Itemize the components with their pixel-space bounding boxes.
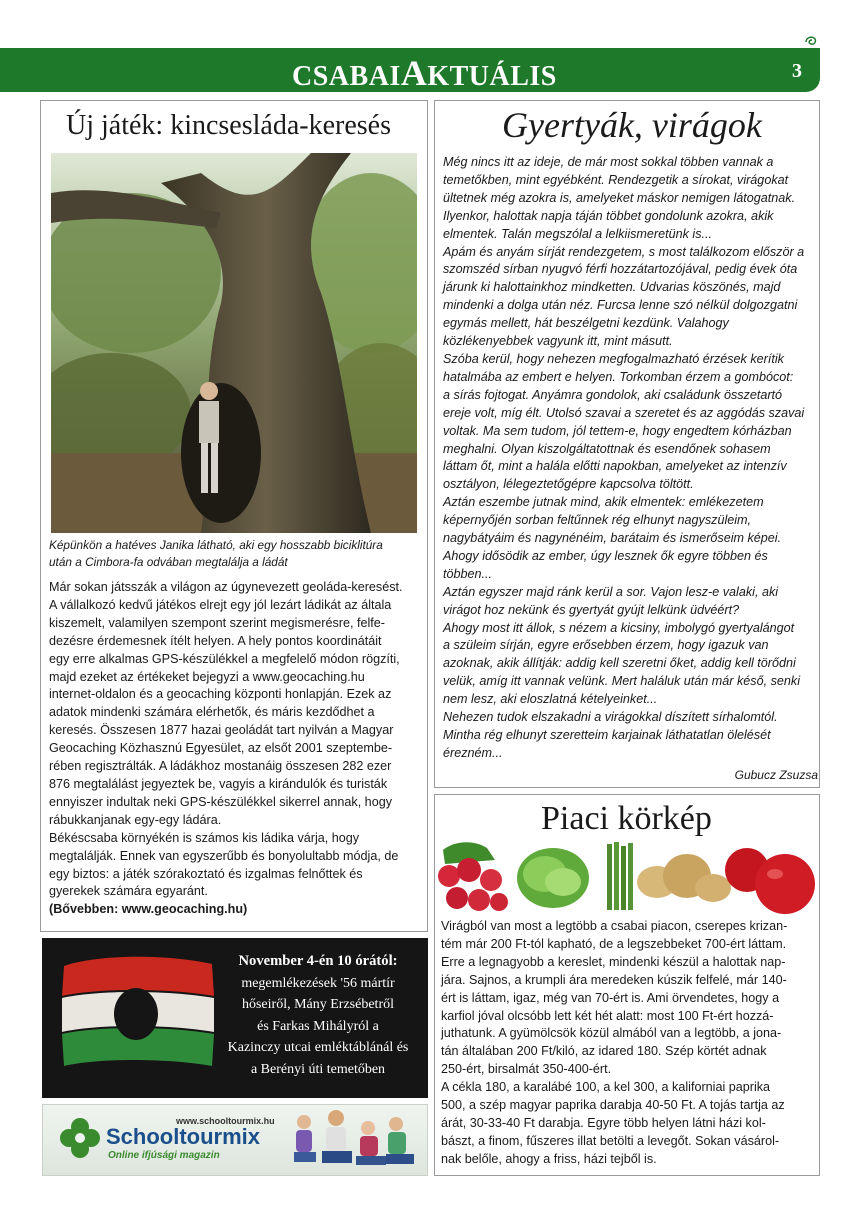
body-line: meghalni. Olyan kiszolgáltatottnak és esendőnek sohasem: [443, 441, 771, 456]
body-line: egy erre alkalmas GPS-készülékkel a megfelelő módon rögzíti,: [49, 651, 400, 666]
body-line: nagybátyáim és nagynénéim, barátaim és ismerőseim képei.: [443, 531, 782, 546]
clover-logo-icon: [58, 1116, 102, 1160]
body-line: mindenki a dolga után néz. Furcsa lenne szó nélkül dolgozgatni: [443, 298, 798, 313]
body-line: a sírás fojtogat. Anyámra gondolok, aki családunk összetartó: [443, 387, 783, 402]
body-line: Apám és anyám sírját rendezgetem, s most találkozom először a: [443, 244, 805, 259]
body-line: tém már 200 Ft-tól kapható, de a legszebbeket 700-ért láttam.: [441, 936, 787, 951]
body-line: bászt, a finom, fűszeres illat betölti a levegőt. Sokan vásárol-: [441, 1133, 780, 1148]
body-line: velük, amíg itt vannak velünk. Mert haláluk után már késő, senki: [443, 674, 800, 689]
magazine-title: CSABAIAKTUÁLIS: [292, 53, 557, 93]
students-illustration: [286, 1106, 426, 1174]
body-line: szomszéd sírban nyugvó férfi hozzátartozójával, pedig évek óta: [443, 262, 798, 277]
body-line: keresés. Összesen 1877 hazai geoládát tart nyilván a Magyar: [49, 723, 394, 738]
body-line: 876 megtalálást jegyeztek be, vagyis a kirándulók és turisták: [49, 776, 388, 791]
body-line: ért is láttam, igaz, még van 70-ért is. Ami örvendetes, hogy a: [441, 990, 780, 1005]
body-line: a szüleim sírján, egyre erősebben érzem, hogy igazuk van: [443, 638, 769, 653]
body-line: közlékenyebbek vagyunk itt, mint másutt.: [443, 334, 673, 349]
body-line: azoknak, akik állítják: addig kell szeretni őket, addig kell törődni: [443, 656, 796, 671]
page-number: 3: [792, 60, 802, 82]
banner-url[interactable]: www.schooltourmix.hu: [176, 1116, 275, 1126]
body-line: egy biztos: a játék szórakoztató és izgalmas felnőttek és: [49, 866, 363, 881]
body-line: temetőkben, mint egyébként. Rendezgetik a sírokat, virágokat: [443, 172, 789, 187]
body-line: rében regisztrálták. A ládákhoz mostanáig összesen 282 ezer: [49, 759, 392, 774]
body-line: Geocaching Közhasznú Egyesület, az elsőt 2001 szeptembe-: [49, 741, 393, 756]
body-line: nak belőle, ahogy a friss, házi tejből is.: [441, 1151, 657, 1166]
body-line: rábukkanjanak egy-egy ládára.: [49, 812, 222, 827]
candles-body: [443, 154, 815, 763]
body-line: Ilyenkor, halottak napja táján többet gondolunk azokra, akik: [443, 208, 774, 223]
body-line: Ahogy idősödik az ember, úgy lesznek ők egyre többen és: [443, 548, 768, 563]
body-line: elmentek. Talán megszólal a lelkiismeretünk is...: [443, 226, 713, 241]
market-title: Piaci körkép: [541, 800, 712, 837]
more-info-link[interactable]: (Bővebben: www.geocaching.hu): [49, 902, 248, 917]
banner-tagline: Online ifjúsági magazin: [108, 1150, 220, 1161]
body-line: megtalálják. Ennek van egyszerűbb és bonyolultabb módja, de: [49, 848, 399, 863]
body-line: 500, a szép magyar paprika darabja 40-50 Ft. A tojás tartja az: [441, 1098, 785, 1113]
body-line: kiszemelt, valamilyen szempont szerint megismerésre, felfe-: [49, 615, 385, 630]
body-line: járunk ki halottainkhoz mindketten. Udvarias köszönés, majd: [443, 280, 781, 295]
announcement-heading: November 4-én 10 órától:: [238, 953, 398, 969]
swirl-ornament-icon: [803, 34, 819, 50]
body-line: Még nincs itt az ideje, de már most sokkal többen vannak a: [443, 155, 774, 169]
body-line: majd ezeket az értékeket bejegyzi a www.geocaching.hu: [49, 669, 365, 684]
body-line: A cékla 180, a karalábé 100, a kel 300, a kaliforniai paprika: [441, 1080, 771, 1095]
body-line: 250-ért, birsalmát 350-400-ért.: [441, 1062, 612, 1077]
body-line: ültetnek még azokra is, amelyeket máskor nemigen látogatnak.: [443, 190, 796, 205]
announcement-line: a Berényi úti temetőben: [250, 1061, 386, 1077]
body-line: Békéscsaba környékén is számos kis ládika várja, hogy: [49, 830, 360, 845]
body-line: Már sokan játsszák a világon az úgynevezett geoláda-keresést.: [49, 580, 403, 594]
body-line: érezném...: [443, 745, 503, 760]
body-line: többen...: [443, 566, 493, 581]
asparagus-photo: [607, 842, 633, 910]
body-line: láttam őt, mint a halála előtti napokban, amelyeket az intenzív: [443, 459, 787, 474]
body-line: osztályon, lélegeztetőgépre kapcsolva töltött.: [443, 477, 694, 492]
body-line: adatok mindenki számára elérhetők, és máris kezdődhet a: [49, 705, 375, 720]
radish-photo: [438, 842, 508, 911]
geocache-title: Új játék: kincsesláda-keresés: [66, 110, 391, 141]
body-line: karfiol jóval olcsóbb lett két hét alatt: most 100 Ft-ért hozzá-: [441, 1008, 774, 1023]
body-line: virágot hoz nekünk és gyertyát gyújt lelkünk üdvéért?: [443, 602, 740, 617]
announcement-line: megemlékezések '56 mártír: [241, 975, 395, 991]
candles-title: Gyertyák, virágok: [502, 105, 762, 145]
body-line: Virágból van most a legtöbb a csabai piacon, cserepes krizan-: [441, 919, 788, 933]
apple-photo: [725, 848, 815, 914]
market-body: [441, 918, 815, 1169]
body-line: Mintha rég elhunyt szeretteim karjainak láthatatlan ölelését: [443, 728, 771, 742]
body-line: Aztán egyszer majd ránk kerül a sor. Vajon lesz-e valaki, aki: [443, 584, 779, 599]
author-name: Gubucz Zsuzsa: [734, 768, 818, 782]
body-line: dezésre érdemesnek ítélt helyen. A hely pontos koordinátáit: [49, 633, 382, 648]
caption-line: után a Cimbora-fa odvában megtalálja a ládát: [49, 555, 288, 569]
market-photo-strip: [435, 840, 819, 914]
body-line: hatalmába az embert e helyen. Torkomban érzem a gombócot:: [443, 369, 794, 384]
photo-caption: [49, 537, 419, 571]
body-line: juthatunk. A gyümölcsök közül almából van a legtöbb, a jona-: [441, 1026, 782, 1041]
body-line: Szóba kerül, hogy nehezen megfogalmazható érzések kerítik: [443, 351, 784, 366]
caption-line: Képünkön a hatéves Janika látható, aki egy hosszabb biciklitúra: [49, 538, 383, 552]
body-line: ennyiszer indultak neki GPS-készülékkel sikerrel annak, hogy: [49, 794, 392, 809]
tree-photo: [51, 153, 417, 533]
body-line: Nehezen tudok elszakadni a virágokkal díszített sírhalomtól.: [443, 710, 778, 725]
lettuce-photo: [517, 848, 589, 908]
banner-name: Schooltourmix: [106, 1124, 261, 1149]
body-line: egymás mellett, hát beszélgetni kezdünk. Valahogy: [443, 316, 729, 331]
body-line: tán általában 200 Ft/kiló, az idared 180. Szép körtét adnak: [441, 1044, 767, 1059]
announcement-text: [208, 951, 428, 1081]
body-line: voltak. Ma sem tudom, jól tettem-e, hogy engedtem kórházban: [443, 423, 792, 438]
potato-photo: [637, 854, 731, 902]
body-line: ereje volt, míg élt. Utolsó szavai a szeretet és az aggódás szavai: [443, 405, 805, 420]
body-line: internet-oldalon és a geocaching központi honlapján. Ezek az: [49, 687, 392, 702]
body-line: gyerekek számára egyaránt.: [49, 884, 208, 899]
announcement-line: hőseiről, Mány Erzsébetről: [241, 997, 394, 1013]
geocache-body: [49, 579, 421, 919]
body-line: árát, 30-33-40 Ft darabja. Egyre több helyen látni házi kol-: [441, 1115, 766, 1130]
body-line: A vállalkozó kedvű játékos elrejt egy jól lezárt ládikát az általa: [49, 597, 392, 612]
announcement-line: és Farkas Mihályról a: [257, 1018, 379, 1034]
body-line: Aztán eszembe jutnak mind, akik elmentek: emlékezetem: [443, 495, 764, 510]
body-line: Erre a legnagyobb a kereslet, mindenki készül a halottak nap-: [441, 954, 786, 969]
body-line: Ahogy most itt állok, s nézem a kicsiny, imbolygó gyertyalángot: [443, 620, 795, 635]
body-line: nem lesz, aki eloszlatná kételyeinket...: [443, 692, 658, 707]
body-line: jára. Sajnos, a krumpli ára meredeken kúszik felfelé, már 140-: [441, 972, 787, 987]
flag-with-hole-icon: [58, 954, 218, 1078]
announcement-line: Kazinczy utcai emléktáblánál és: [227, 1040, 409, 1056]
body-line: képernyőjén sorban feltűnnek rég elhunyt nagyszüleim,: [443, 513, 752, 528]
